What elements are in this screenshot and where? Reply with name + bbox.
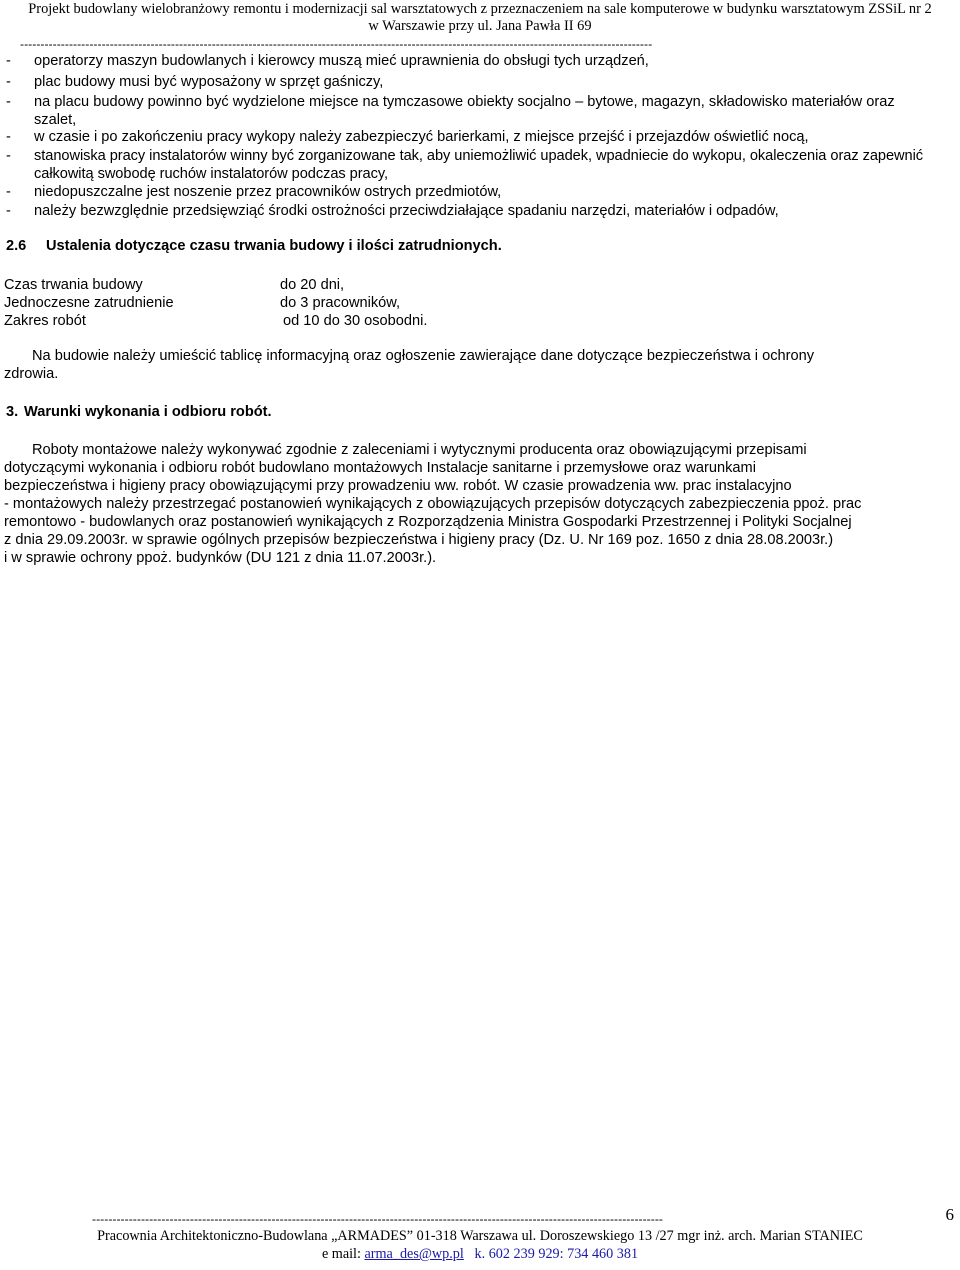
list-item-text: należy bezwzględnie przedsięwziąć środki ostrożności przeciwdziałające spadaniu narzędzi, materiałów i odpadów, — [34, 203, 779, 219]
duration-row — [4, 294, 401, 312]
section-title: Warunki wykonania i odbioru robót. — [24, 404, 272, 420]
list-item — [6, 183, 936, 201]
paragraph-line: - montażowych należy przestrzegać postanowień wynikających z obowiązujących przepisów dotyczących zabezpieczenia ppoż. prac — [4, 496, 862, 512]
list-item — [6, 73, 936, 91]
footer-contact — [0, 1245, 960, 1263]
email-link[interactable]: arma_des@wp.pl — [364, 1246, 464, 1262]
list-bullet: - — [6, 148, 11, 164]
paragraph-line: bezpieczeństwa i higieny pracy obowiązującymi przy prowadzeniu ww. robót. W czasie prowadzenia ww. prac instalacyjno — [4, 478, 792, 494]
section-number: 3. — [6, 404, 19, 420]
email-label: e mail: — [321, 1246, 361, 1262]
board-paragraph — [4, 347, 954, 383]
footer-separator: -------------------------------------------------------------------------------------------------------------------------------------------- — [92, 1212, 663, 1226]
paragraph-line: zdrowia. — [4, 366, 59, 382]
list-item — [6, 52, 936, 70]
phone-numbers: k. 602 239 929: 734 460 381 — [474, 1246, 639, 1262]
conditions-paragraph — [4, 441, 954, 567]
paragraph-line: Roboty montażowe należy wykonywać zgodnie z zaleceniami i wytycznymi producenta oraz obowiązującymi przepisami — [32, 442, 807, 458]
list-item — [6, 93, 936, 129]
header-title: Projekt budowlany wielobranżowy remontu i modernizacji sal warsztatowych z przeznaczeniem na sale komputerowe w budynku warsztatowym ZSSiL nr 2 — [28, 1, 932, 17]
duration-label: Jednoczesne zatrudnienie — [4, 295, 174, 311]
list-item — [6, 202, 936, 220]
page-number: 6 — [945, 1205, 954, 1224]
section-number: 2.6 — [6, 238, 27, 254]
list-item — [6, 128, 936, 146]
header-address: w Warszawie przy ul. Jana Pawła II 69 — [368, 18, 592, 34]
paragraph-line: z dnia 29.09.2003r. w sprawie ogólnych przepisów bezpieczeństwa i higieny pracy (Dz. U. Nr 169 poz. 1650 z dnia 28.08.2003r.) — [4, 532, 834, 548]
list-item-text: operatorzy maszyn budowlanych i kierowcy muszą mieć uprawnienia do obsługi tych urządzeń, — [34, 53, 649, 69]
section-title: Ustalenia dotyczące czasu trwania budowy i ilości zatrudnionych. — [46, 238, 502, 254]
list-bullet: - — [6, 74, 11, 90]
duration-label: Zakres robót — [4, 313, 86, 329]
duration-value: do 3 pracowników, — [280, 295, 401, 311]
list-item-text: niedopuszczalne jest noszenie przez pracowników ostrych przedmiotów, — [34, 184, 502, 200]
section-heading-3 — [6, 403, 272, 421]
paragraph-line: dotyczącymi wykonania i odbioru robót budowlano montażowych Instalacje sanitarne i przemysłowe oraz warunkami — [4, 460, 756, 476]
duration-value: od 10 do 30 osobodni. — [283, 313, 428, 329]
list-item — [6, 147, 936, 183]
list-item-text: stanowiska pracy instalatorów winny być zorganizowane tak, aby uniemożliwić upadek, wpadniecie do wykopu, okaleczenia oraz zapewnić całkowitą swobodę ruchów instalatorów podczas pracy, — [34, 148, 924, 182]
duration-row — [4, 312, 428, 330]
footer-company: Pracownia Architektoniczno-Budowlana „ARMADES” 01-318 Warszawa ul. Doroszewskiego 13 /27 mgr inż. arch. Marian STANIEC — [97, 1228, 863, 1244]
list-bullet: - — [6, 203, 11, 219]
list-item-text: plac budowy musi być wyposażony w sprzęt gaśniczy, — [34, 74, 384, 90]
header-separator: ----------------------------------------------------------------------------------------------------------------------------------------------------------- — [20, 37, 653, 51]
section-heading-2-6 — [6, 237, 502, 255]
list-item-text: w czasie i po zakończeniu pracy wykopy należy zabezpieczyć barierkami, z miejsce przejść i przejazdów oświetlić nocą, — [34, 129, 809, 145]
paragraph-line: i w sprawie ochrony ppoż. budynków (DU 121 z dnia 11.07.2003r.). — [4, 550, 437, 566]
list-item-text: na placu budowy powinno być wydzielone miejsce na tymczasowe obiekty socjalno – bytowe, magazyn, składowisko materiałów oraz szalet, — [34, 94, 895, 128]
list-bullet: - — [6, 94, 11, 110]
duration-value: do 20 dni, — [280, 277, 345, 293]
list-bullet: - — [6, 184, 11, 200]
list-bullet: - — [6, 53, 11, 69]
paragraph-line: remontowo - budowlanych oraz postanowień wynikających z Rozporządzenia Ministra Gospodarki Przestrzennej i Polityki Socjalnej — [4, 514, 852, 530]
duration-row — [4, 276, 345, 294]
list-bullet: - — [6, 129, 11, 145]
paragraph-line: Na budowie należy umieścić tablicę informacyjną oraz ogłoszenie zawierające dane dotyczące bezpieczeństwa i ochrony — [32, 348, 814, 364]
duration-label: Czas trwania budowy — [4, 277, 143, 293]
